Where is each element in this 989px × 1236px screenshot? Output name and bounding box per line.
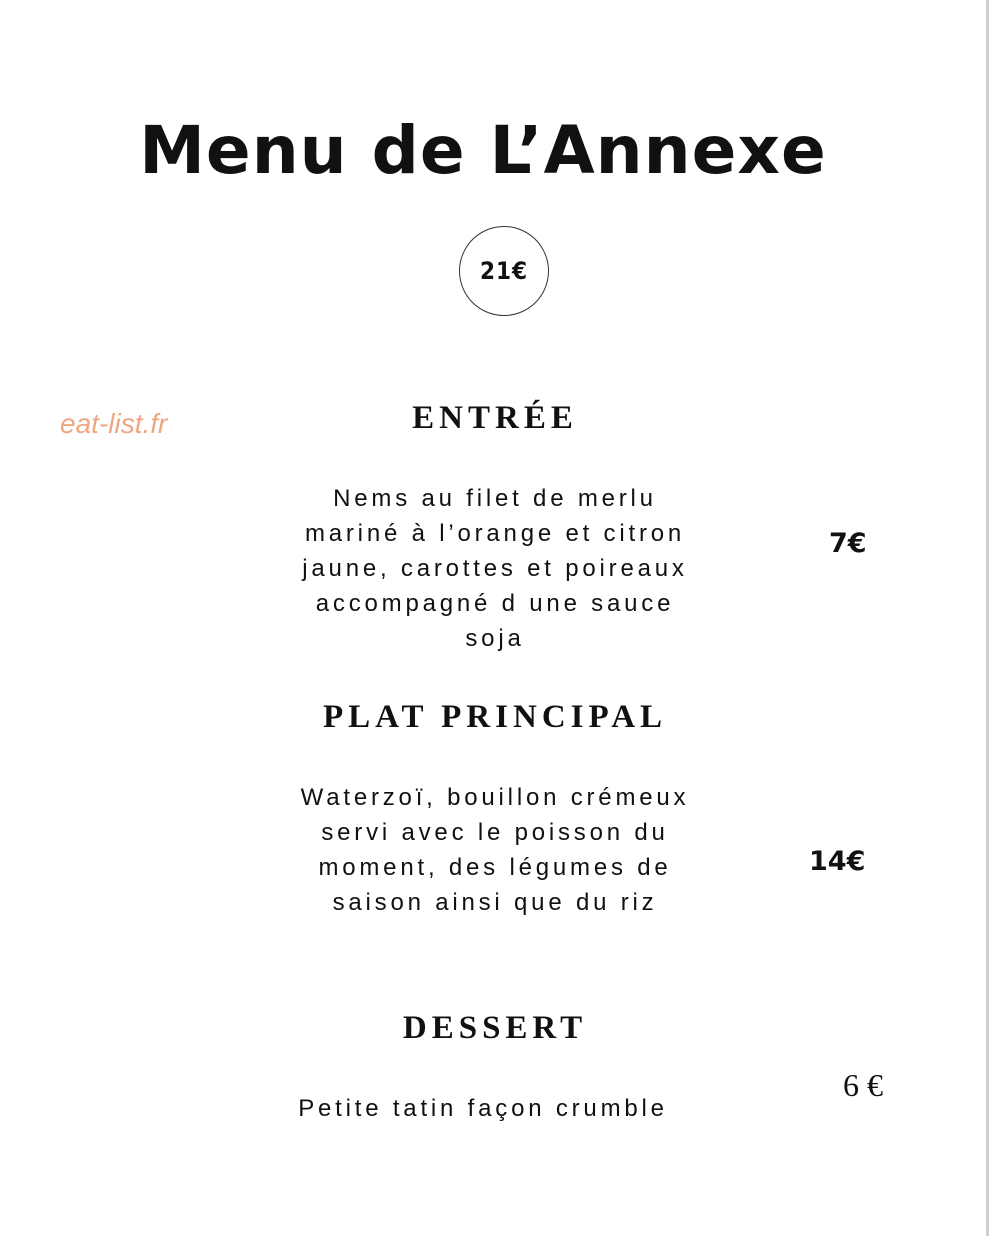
dessert-price: 6 € <box>843 1067 883 1103</box>
menu-title: Menu de L’Annexe <box>139 112 827 189</box>
watermark: eat-list.fr <box>60 408 168 439</box>
entree-line: mariné à l’orange et citron <box>304 520 686 547</box>
section-title-plat: PLAT PRINCIPAL <box>322 699 668 735</box>
plat-price: 14€ <box>809 846 866 877</box>
entree-line: jaune, carottes et poireaux <box>302 555 688 582</box>
formula-price: 21€ <box>479 257 529 285</box>
plat-line: saison ainsi que du riz <box>332 889 658 916</box>
entree-line: soja <box>465 625 525 652</box>
entree-line: Nems au filet de merlu <box>333 485 657 512</box>
entree-description <box>0 481 989 656</box>
dessert-line: Petite tatin façon crumble <box>298 1095 668 1122</box>
dessert-description <box>0 1091 978 1126</box>
section-title-dessert: DESSERT <box>402 1010 588 1046</box>
entree-line: accompagné d une sauce <box>315 590 675 617</box>
entree-price: 7€ <box>829 528 867 559</box>
plat-line: Waterzoï, bouillon crémeux <box>300 784 690 811</box>
plat-line: moment, des légumes de <box>318 854 672 881</box>
plat-line: servi avec le poisson du <box>321 819 669 846</box>
section-title-entree: ENTRÉE <box>412 400 578 436</box>
formula-price-badge <box>459 226 549 316</box>
